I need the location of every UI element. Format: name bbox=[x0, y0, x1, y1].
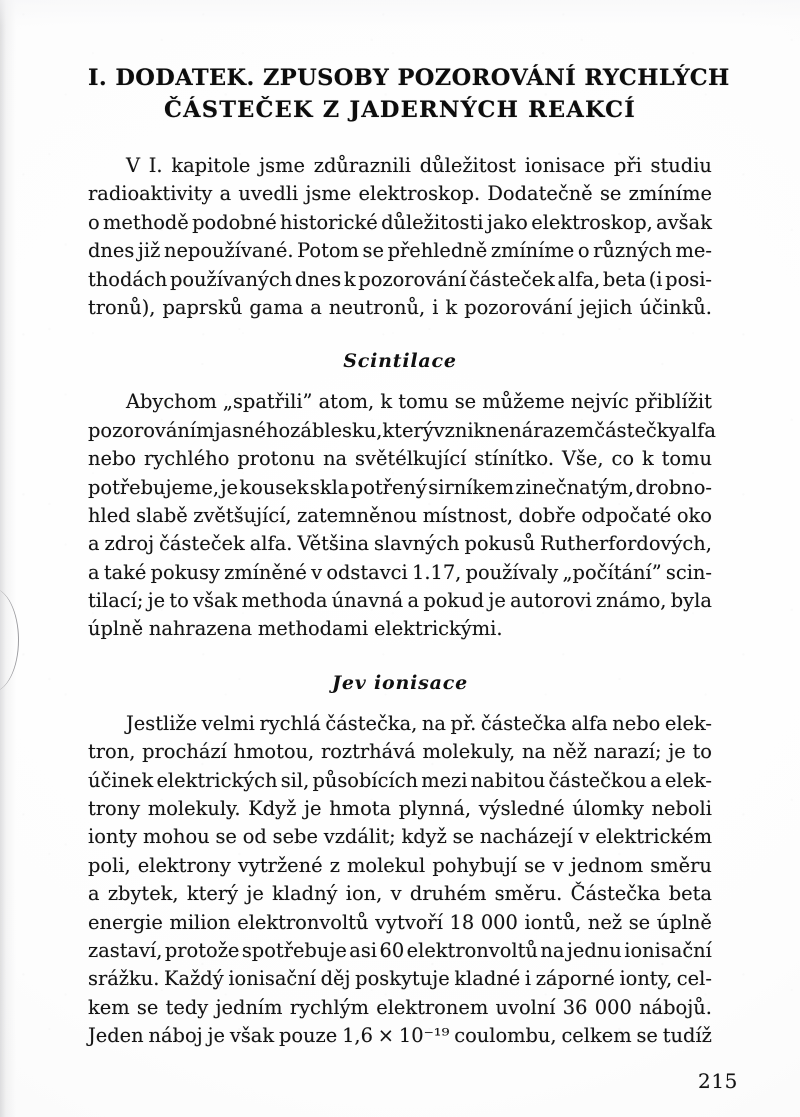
word: uvolní bbox=[495, 995, 556, 1019]
section-heading-scintilace: Scintilace bbox=[343, 350, 457, 373]
word: Každý bbox=[164, 967, 224, 991]
word: jako bbox=[486, 210, 528, 234]
word: zdroj bbox=[104, 532, 155, 556]
word: poskytuje bbox=[355, 967, 450, 991]
word: elektrony bbox=[137, 853, 231, 877]
word: molekuly, bbox=[422, 740, 516, 764]
word: důležitost bbox=[419, 154, 516, 177]
word: známo, bbox=[595, 589, 667, 613]
word: kousek bbox=[239, 475, 309, 499]
word: tedy bbox=[165, 995, 209, 1019]
word: se bbox=[215, 825, 237, 849]
word: únavná bbox=[331, 589, 404, 613]
word: na bbox=[323, 447, 348, 471]
intro-paragraph bbox=[88, 152, 712, 322]
word: × bbox=[377, 1024, 395, 1048]
page-content bbox=[88, 62, 730, 1051]
word: pouze bbox=[278, 1024, 338, 1048]
text-line bbox=[88, 417, 716, 445]
word: pohybují bbox=[432, 853, 517, 877]
word: nebo bbox=[88, 447, 137, 471]
word: se bbox=[636, 1024, 658, 1048]
word: tron, bbox=[88, 740, 136, 764]
word: zatemněnou bbox=[297, 503, 418, 527]
word: druhém bbox=[409, 882, 487, 906]
word: alfa, bbox=[557, 267, 601, 291]
word: přehledně bbox=[387, 239, 488, 263]
word: se bbox=[524, 853, 546, 877]
text-line bbox=[88, 615, 712, 643]
text-line bbox=[88, 852, 712, 880]
word: Abychom bbox=[126, 390, 217, 414]
word: elektronvoltů bbox=[406, 938, 538, 962]
word: slavných bbox=[374, 532, 460, 556]
word: Většina bbox=[297, 532, 370, 556]
word: potřený bbox=[350, 475, 427, 499]
word: mohou bbox=[142, 825, 210, 849]
word: alfa. bbox=[249, 532, 293, 556]
word: je bbox=[220, 475, 238, 499]
word: zvětšující, bbox=[193, 503, 292, 527]
text-line bbox=[88, 965, 712, 993]
text-line bbox=[88, 710, 712, 738]
word: jasného bbox=[214, 418, 291, 442]
word: elek- bbox=[664, 711, 712, 735]
word: energie bbox=[88, 910, 163, 934]
word: pozorováním bbox=[88, 418, 215, 442]
text-line bbox=[88, 152, 712, 180]
word: který bbox=[382, 418, 434, 442]
word: pokusy bbox=[150, 560, 220, 584]
text-line bbox=[88, 445, 712, 473]
word: srážku. bbox=[88, 967, 160, 991]
word: nábojů. bbox=[639, 995, 712, 1019]
word: (i bbox=[648, 267, 663, 291]
word: v bbox=[578, 825, 590, 849]
word: radioaktivity bbox=[88, 182, 213, 206]
word: k bbox=[641, 447, 654, 471]
word: roztrhává bbox=[320, 740, 416, 764]
word: světélkující bbox=[355, 447, 467, 471]
word: velmi bbox=[201, 711, 255, 735]
word: záporné bbox=[535, 967, 615, 991]
text-line bbox=[88, 530, 712, 558]
word: jsme bbox=[259, 154, 305, 177]
word: z bbox=[329, 853, 340, 877]
word: odpočaté bbox=[581, 503, 672, 527]
word: tronů), bbox=[88, 295, 156, 319]
text-line bbox=[88, 937, 712, 965]
word: avšak bbox=[656, 210, 712, 234]
word: prochází bbox=[142, 740, 227, 764]
word: jedním bbox=[215, 995, 283, 1019]
chapter-title bbox=[88, 62, 730, 126]
word: rychlým bbox=[289, 995, 369, 1019]
word: Potom bbox=[297, 239, 359, 263]
word: „počítání” bbox=[562, 560, 662, 584]
word: odstavci bbox=[326, 560, 408, 584]
word: různých bbox=[593, 239, 672, 263]
word: se bbox=[362, 239, 384, 263]
word: historické bbox=[280, 210, 378, 234]
word: kem bbox=[88, 995, 130, 1019]
word: používaly bbox=[465, 560, 559, 584]
word: se bbox=[454, 390, 477, 414]
word: již bbox=[137, 239, 161, 263]
word: beta bbox=[602, 267, 647, 291]
word: místnost, bbox=[422, 503, 514, 527]
word: Rutherfordových, bbox=[540, 532, 712, 556]
word: cel- bbox=[676, 967, 712, 991]
word: Jestliže bbox=[126, 711, 198, 735]
word: však bbox=[229, 1024, 275, 1048]
word: částečkou bbox=[548, 768, 647, 792]
word: záblesku, bbox=[290, 418, 383, 442]
word: na bbox=[421, 711, 446, 735]
word: je bbox=[246, 882, 264, 906]
word: elektrickém bbox=[595, 825, 712, 849]
word: methodami bbox=[257, 617, 369, 641]
word: 60 bbox=[379, 938, 405, 962]
word: kladné bbox=[454, 967, 521, 991]
scintilace-paragraph bbox=[88, 388, 716, 644]
word: elektrických bbox=[156, 768, 278, 792]
word: tilací; bbox=[88, 589, 144, 613]
word: hmota bbox=[329, 797, 392, 821]
word: I. bbox=[148, 154, 163, 177]
word: protonu bbox=[237, 447, 316, 471]
word: př. bbox=[450, 711, 477, 735]
word: je bbox=[207, 1024, 225, 1048]
word: používaných bbox=[169, 267, 293, 291]
word: který bbox=[186, 882, 239, 906]
word: částečka bbox=[480, 711, 567, 735]
word: neutronů, bbox=[328, 295, 426, 319]
word: na bbox=[540, 938, 565, 962]
binding-shadow bbox=[0, 0, 16, 1117]
word: ionisace bbox=[524, 154, 606, 177]
word: zinečnatým, bbox=[515, 475, 635, 499]
text-line bbox=[88, 237, 712, 265]
word: kladný bbox=[272, 882, 338, 906]
word: neboli bbox=[651, 797, 712, 821]
word: 18 bbox=[449, 910, 475, 934]
word: Dodatečně bbox=[487, 182, 593, 206]
word: 000 bbox=[594, 995, 632, 1019]
word: posi- bbox=[665, 267, 712, 291]
word: v bbox=[390, 882, 402, 906]
word: zmíníme bbox=[628, 182, 712, 206]
word: a bbox=[310, 295, 322, 319]
word: drobno- bbox=[635, 475, 712, 499]
word: nabitou bbox=[470, 768, 546, 792]
word: byla bbox=[670, 589, 712, 613]
word: nahrazena bbox=[148, 617, 252, 641]
word: hmotou, bbox=[233, 740, 315, 764]
word: paprsků bbox=[162, 295, 243, 319]
text-line bbox=[88, 738, 712, 766]
word: studiu bbox=[650, 154, 712, 177]
text-line bbox=[88, 909, 712, 937]
word: však bbox=[193, 589, 238, 613]
word: tudíž bbox=[662, 1024, 712, 1048]
word: a bbox=[88, 882, 100, 906]
word: pokusů bbox=[464, 532, 536, 556]
word: plynná, bbox=[398, 797, 472, 821]
word: než bbox=[587, 910, 623, 934]
chapter-title-line-2: ČÁSTEČEK Z JADERNÝCH REAKCÍ bbox=[164, 97, 636, 123]
word: podobné bbox=[192, 210, 277, 234]
word: o bbox=[577, 239, 590, 263]
word: „spatřili” bbox=[222, 390, 313, 414]
word: o bbox=[88, 210, 100, 234]
text-line bbox=[88, 880, 712, 908]
word: a bbox=[407, 589, 420, 613]
word: a bbox=[88, 532, 100, 556]
word: autorovi bbox=[510, 589, 592, 613]
word: je bbox=[147, 589, 166, 613]
word: to bbox=[169, 589, 189, 613]
word: důležitosti bbox=[381, 210, 484, 234]
word: tomu bbox=[661, 447, 712, 471]
word: alfa bbox=[571, 711, 608, 735]
word: elektronvoltů bbox=[237, 910, 369, 934]
word: elektrickými. bbox=[374, 617, 503, 641]
word: směru. bbox=[494, 882, 563, 906]
word: je bbox=[668, 740, 686, 764]
word: stínítko. bbox=[474, 447, 555, 471]
word: vznikne bbox=[433, 418, 510, 442]
word: 000 bbox=[480, 910, 518, 934]
word: elektronem bbox=[376, 995, 489, 1019]
word: k bbox=[380, 390, 393, 414]
jev-ionisace-paragraph bbox=[88, 710, 712, 1051]
word: elek- bbox=[664, 768, 712, 792]
word: se bbox=[136, 995, 159, 1019]
word: nebo bbox=[612, 711, 661, 735]
text-line bbox=[88, 209, 712, 237]
word: ionisační bbox=[228, 967, 316, 991]
word: nepoužívané. bbox=[163, 239, 294, 263]
word: elektroskop. bbox=[358, 182, 481, 206]
word: potřebujeme, bbox=[88, 475, 220, 499]
word: sebe bbox=[272, 825, 318, 849]
word: elektroskop, bbox=[531, 210, 653, 234]
word: ionty bbox=[88, 825, 138, 849]
text-line bbox=[88, 388, 712, 416]
word: jejich bbox=[579, 295, 633, 319]
word: i bbox=[524, 967, 532, 991]
word: hled bbox=[88, 503, 131, 527]
word: dnes bbox=[88, 239, 135, 263]
text-line bbox=[88, 474, 712, 502]
word: protože bbox=[164, 938, 240, 962]
word: coulombu, bbox=[454, 1024, 557, 1048]
text-line bbox=[88, 823, 712, 851]
word: vzdálit; bbox=[323, 825, 396, 849]
word: při bbox=[613, 154, 642, 177]
word: jsme bbox=[305, 182, 352, 206]
word: sirníkem bbox=[428, 475, 515, 499]
text-line bbox=[88, 767, 712, 795]
text-line bbox=[88, 994, 712, 1022]
word: zmíníme bbox=[490, 239, 575, 263]
word: milion bbox=[169, 910, 231, 934]
word: v bbox=[552, 853, 564, 877]
section-heading-jev-ionisace: Jev ionisace bbox=[332, 671, 468, 694]
text-line bbox=[88, 587, 712, 615]
word: celkem bbox=[561, 1024, 632, 1048]
word: pozorování bbox=[358, 267, 467, 291]
top-edge-fade bbox=[0, 0, 800, 26]
word: k bbox=[343, 267, 356, 291]
word: V bbox=[126, 154, 141, 177]
word: účinek bbox=[88, 768, 154, 792]
word: vytržené bbox=[237, 853, 323, 877]
word: asi bbox=[349, 938, 378, 962]
word: rychlého bbox=[143, 447, 230, 471]
word: molekul bbox=[347, 853, 426, 877]
word: me- bbox=[675, 239, 712, 263]
word: gama bbox=[249, 295, 304, 319]
word: slabě bbox=[136, 503, 188, 527]
word: alfa bbox=[679, 418, 716, 442]
word: zbytek, bbox=[107, 882, 179, 906]
word: zdůraznili bbox=[313, 154, 412, 177]
word: nejvíc bbox=[570, 390, 629, 414]
word: směru bbox=[650, 853, 712, 877]
word: když bbox=[401, 825, 447, 849]
word: je bbox=[488, 589, 506, 613]
word: sil, bbox=[280, 768, 310, 792]
word: se bbox=[452, 825, 475, 849]
word: také bbox=[103, 560, 147, 584]
word: vytvoří bbox=[375, 910, 443, 934]
word: i bbox=[432, 295, 439, 319]
word: můžeme bbox=[482, 390, 565, 414]
text-line bbox=[88, 180, 712, 208]
word: zastaví, bbox=[88, 938, 163, 962]
word: mezi bbox=[421, 768, 468, 792]
word: na bbox=[521, 740, 547, 764]
word: pokud bbox=[423, 589, 485, 613]
word: narazí; bbox=[593, 740, 662, 764]
word: částeček bbox=[159, 532, 245, 556]
word: spotřebuje bbox=[241, 938, 347, 962]
word: úlomky bbox=[572, 797, 644, 821]
word: je bbox=[304, 797, 322, 821]
word: uvedli bbox=[238, 182, 299, 206]
word: jednu bbox=[566, 938, 622, 962]
word: k bbox=[445, 295, 458, 319]
word: se bbox=[628, 910, 651, 934]
word: přiblížit bbox=[635, 390, 712, 414]
text-line bbox=[88, 502, 712, 530]
text-line bbox=[88, 559, 712, 587]
word: scin- bbox=[665, 560, 712, 584]
word: dnes bbox=[294, 267, 342, 291]
word: se bbox=[599, 182, 622, 206]
word: zmíněné bbox=[224, 560, 307, 584]
word: methodě bbox=[103, 210, 189, 234]
word: úplně bbox=[656, 910, 712, 934]
word: ionty, bbox=[619, 967, 673, 991]
text-line bbox=[88, 795, 712, 823]
text-line bbox=[88, 266, 712, 294]
chapter-title-line-1: I. DODATEK. ZPUSOBY POZOROVÁNÍ RYCHLÝCH bbox=[88, 65, 730, 91]
word: Když bbox=[248, 797, 297, 821]
word: dobře bbox=[518, 503, 576, 527]
word: thodách bbox=[88, 267, 168, 291]
word: nacházejí bbox=[479, 825, 573, 849]
word: iontů, bbox=[524, 910, 582, 934]
word: děj bbox=[320, 967, 351, 991]
word: Vše, bbox=[561, 447, 604, 471]
word: náboj bbox=[148, 1024, 203, 1048]
word: částečky bbox=[594, 418, 680, 442]
word: a bbox=[219, 182, 232, 206]
word: v bbox=[311, 560, 323, 584]
page-edge-scan-artifact bbox=[0, 588, 19, 692]
word: úplně bbox=[88, 617, 144, 641]
word: výsledné bbox=[478, 797, 565, 821]
word: částečka, bbox=[325, 711, 418, 735]
word: částeček bbox=[469, 267, 555, 291]
word: trony bbox=[88, 797, 141, 821]
word: a bbox=[88, 560, 100, 584]
word: od bbox=[242, 825, 267, 849]
word: jednom bbox=[570, 853, 644, 877]
word: Jeden bbox=[88, 1024, 144, 1048]
word: 36 bbox=[562, 995, 588, 1019]
word: Částečka bbox=[570, 882, 661, 906]
word: poli, bbox=[88, 853, 131, 877]
text-line bbox=[88, 294, 712, 322]
text-line bbox=[88, 1022, 712, 1050]
word: co bbox=[611, 447, 635, 471]
word: a bbox=[650, 768, 662, 792]
word: nárazem bbox=[509, 418, 595, 442]
word: účinků. bbox=[639, 295, 712, 319]
word: tomu bbox=[398, 390, 449, 414]
word: methoda bbox=[241, 589, 328, 613]
word: to bbox=[692, 740, 712, 764]
word: něž bbox=[552, 740, 587, 764]
word: působících bbox=[312, 768, 418, 792]
word: oko bbox=[676, 503, 712, 527]
word: beta bbox=[668, 882, 712, 906]
word: ionisační bbox=[624, 938, 712, 962]
word: ion, bbox=[345, 882, 383, 906]
word: atom, bbox=[318, 390, 375, 414]
word: 10⁻¹⁹ bbox=[398, 1024, 450, 1048]
word: skla bbox=[309, 475, 350, 499]
word: molekuly. bbox=[147, 797, 241, 821]
page-number: 215 bbox=[698, 1069, 738, 1093]
word: pozorování bbox=[464, 295, 573, 319]
word: kapitole bbox=[171, 154, 251, 177]
word: 1.17, bbox=[412, 560, 462, 584]
word: 1,6 bbox=[342, 1024, 373, 1048]
word: rychlá bbox=[259, 711, 321, 735]
